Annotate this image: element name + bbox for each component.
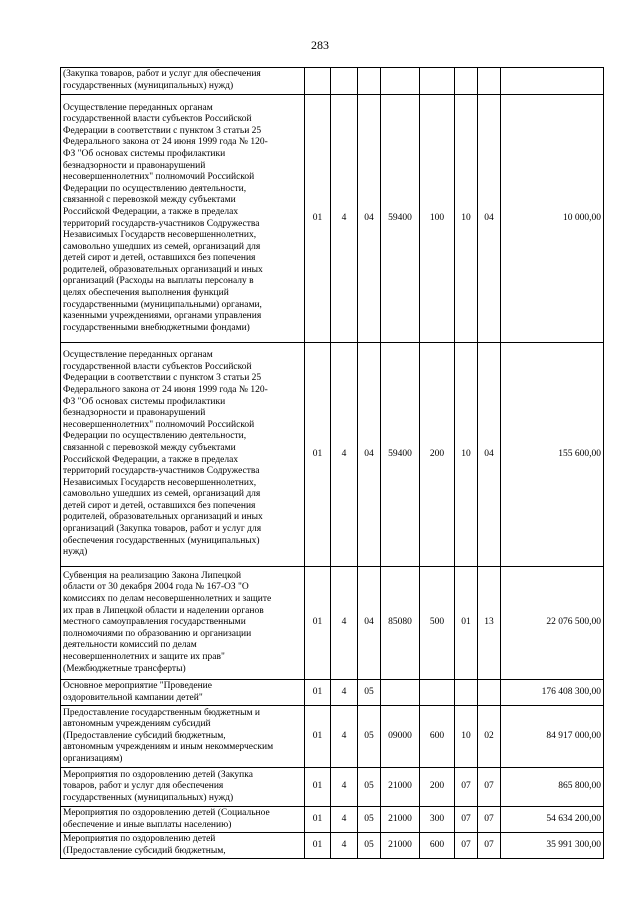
table-row [61, 343, 604, 567]
code-7 [478, 680, 501, 706]
code-7: 04 [478, 343, 501, 567]
amount-cell: 176 408 300,00 [501, 680, 604, 706]
code-6: 10 [455, 95, 478, 343]
code-7: 07 [478, 833, 501, 859]
code-2: 4 [331, 680, 358, 706]
code-5 [420, 680, 455, 706]
code-3: 05 [358, 706, 381, 768]
code-1: 01 [305, 833, 331, 859]
code-6: 07 [455, 833, 478, 859]
code-2: 4 [331, 807, 358, 833]
row-description: Осуществление переданных органам государственной власти субъектов Российской Федерации в соответствии с пунктом 3 статьи 25 Федерального закона от 24 июня 1999 года № 120- ФЗ "Об основах системы профилактики безнадзорности и правонарушений несовершеннолетних" полномочий Российской Федерации по осуществлению деятельности, связанной с перевозкой между субъектами Российской Федерации, а также в пределах территорий государств-участников Содружества Независимых Государств несовершеннолетних, самовольно ушедших из семей, организаций для детей сирот и детей, оставшихся без попечения родителей, образовательных организаций и иных организаций (Расходы на выплаты персоналу в целях обеспечения выполнения функций государственными (муниципальными) органами, казенными учреждениями, органами управления государственными внебюджетными фондами) [61, 95, 305, 343]
code-1: 01 [305, 343, 331, 567]
table-row [61, 95, 604, 343]
code-4: 85080 [381, 567, 420, 680]
code-6: 07 [455, 807, 478, 833]
code-5: 600 [420, 706, 455, 768]
code-4: 09000 [381, 706, 420, 768]
table-row [61, 768, 604, 807]
row-description: Мероприятия по оздоровлению детей (Закупка товаров, работ и услуг для обеспечения государственных (муниципальных) нужд) [61, 768, 305, 807]
row-description: Мероприятия по оздоровлению детей (Предоставление субсидий бюджетным, [61, 833, 305, 859]
amount-cell [501, 68, 604, 95]
code-2: 4 [331, 343, 358, 567]
code-5: 500 [420, 567, 455, 680]
code-2 [331, 68, 358, 95]
row-description: Основное мероприятие "Проведение оздоровительной кампании детей" [61, 680, 305, 706]
code-7: 04 [478, 95, 501, 343]
code-7: 02 [478, 706, 501, 768]
code-2: 4 [331, 768, 358, 807]
code-2: 4 [331, 567, 358, 680]
code-3 [358, 68, 381, 95]
code-2: 4 [331, 706, 358, 768]
code-5: 100 [420, 95, 455, 343]
table-row [61, 680, 604, 706]
code-5: 300 [420, 807, 455, 833]
code-3: 05 [358, 833, 381, 859]
table-row [61, 833, 604, 859]
code-7 [478, 68, 501, 95]
row-description: Субвенция на реализацию Закона Липецкой области от 30 декабря 2004 года № 167-ОЗ "О комиссиях по делам несовершеннолетних и защите их прав в Липецкой области и наделении органов местного самоуправления государственными полномочиями по образованию и организации деятельности комиссий по делам несовершеннолетних и защите их прав" (Межбюджетные трансферты) [61, 567, 305, 680]
code-7: 07 [478, 768, 501, 807]
code-4: 21000 [381, 833, 420, 859]
code-6: 10 [455, 343, 478, 567]
code-1: 01 [305, 706, 331, 768]
code-4 [381, 68, 420, 95]
table-row [61, 706, 604, 768]
code-7: 13 [478, 567, 501, 680]
row-description: (Закупка товаров, работ и услуг для обеспечения государственных (муниципальных) нужд) [61, 68, 305, 95]
amount-cell: 22 076 500,00 [501, 567, 604, 680]
code-6 [455, 680, 478, 706]
code-1: 01 [305, 95, 331, 343]
code-2: 4 [331, 833, 358, 859]
code-5 [420, 68, 455, 95]
code-4: 21000 [381, 768, 420, 807]
code-4: 59400 [381, 343, 420, 567]
code-5: 200 [420, 768, 455, 807]
table-row [61, 68, 604, 95]
row-description: Мероприятия по оздоровлению детей (Социальное обеспечение и иные выплаты населению) [61, 807, 305, 833]
code-1 [305, 68, 331, 95]
budget-table [60, 67, 604, 859]
amount-cell: 54 634 200,00 [501, 807, 604, 833]
code-3: 04 [358, 343, 381, 567]
amount-cell: 35 991 300,00 [501, 833, 604, 859]
amount-cell: 155 600,00 [501, 343, 604, 567]
code-5: 200 [420, 343, 455, 567]
code-1: 01 [305, 567, 331, 680]
code-2: 4 [331, 95, 358, 343]
code-6: 10 [455, 706, 478, 768]
code-3: 05 [358, 680, 381, 706]
row-description: Осуществление переданных органам государственной власти субъектов Российской Федерации в соответствии с пунктом 3 статьи 25 Федерального закона от 24 июня 1999 года № 120- ФЗ "Об основах системы профилактики безнадзорности и правонарушений несовершеннолетних" полномочий Российской Федерации по осуществлению деятельности, связанной с перевозкой между субъектами Российской Федерации, а также в пределах территорий государств-участников Содружества Независимых Государств несовершеннолетних, самовольно ушедших из семей, организаций для детей сирот и детей, оставшихся без попечения родителей, образовательных организаций и иных организаций (Закупка товаров, работ и услуг для обеспечения государственных (муниципальных) нужд) [61, 343, 305, 567]
amount-cell: 84 917 000,00 [501, 706, 604, 768]
code-3: 04 [358, 95, 381, 343]
code-7: 07 [478, 807, 501, 833]
code-1: 01 [305, 807, 331, 833]
table-row [61, 807, 604, 833]
code-6: 07 [455, 768, 478, 807]
code-6: 01 [455, 567, 478, 680]
row-description: Предоставление государственным бюджетным и автономным учреждениям субсидий (Предоставление субсидий бюджетным, автономным учреждениям и иным некоммерческим организациям) [61, 706, 305, 768]
amount-cell: 10 000,00 [501, 95, 604, 343]
code-3: 04 [358, 567, 381, 680]
table-row [61, 567, 604, 680]
code-1: 01 [305, 768, 331, 807]
page-number: 283 [311, 38, 329, 52]
code-4 [381, 680, 420, 706]
code-5: 600 [420, 833, 455, 859]
amount-cell: 865 800,00 [501, 768, 604, 807]
code-3: 05 [358, 807, 381, 833]
code-4: 59400 [381, 95, 420, 343]
code-3: 05 [358, 768, 381, 807]
code-1: 01 [305, 680, 331, 706]
code-6 [455, 68, 478, 95]
code-4: 21000 [381, 807, 420, 833]
